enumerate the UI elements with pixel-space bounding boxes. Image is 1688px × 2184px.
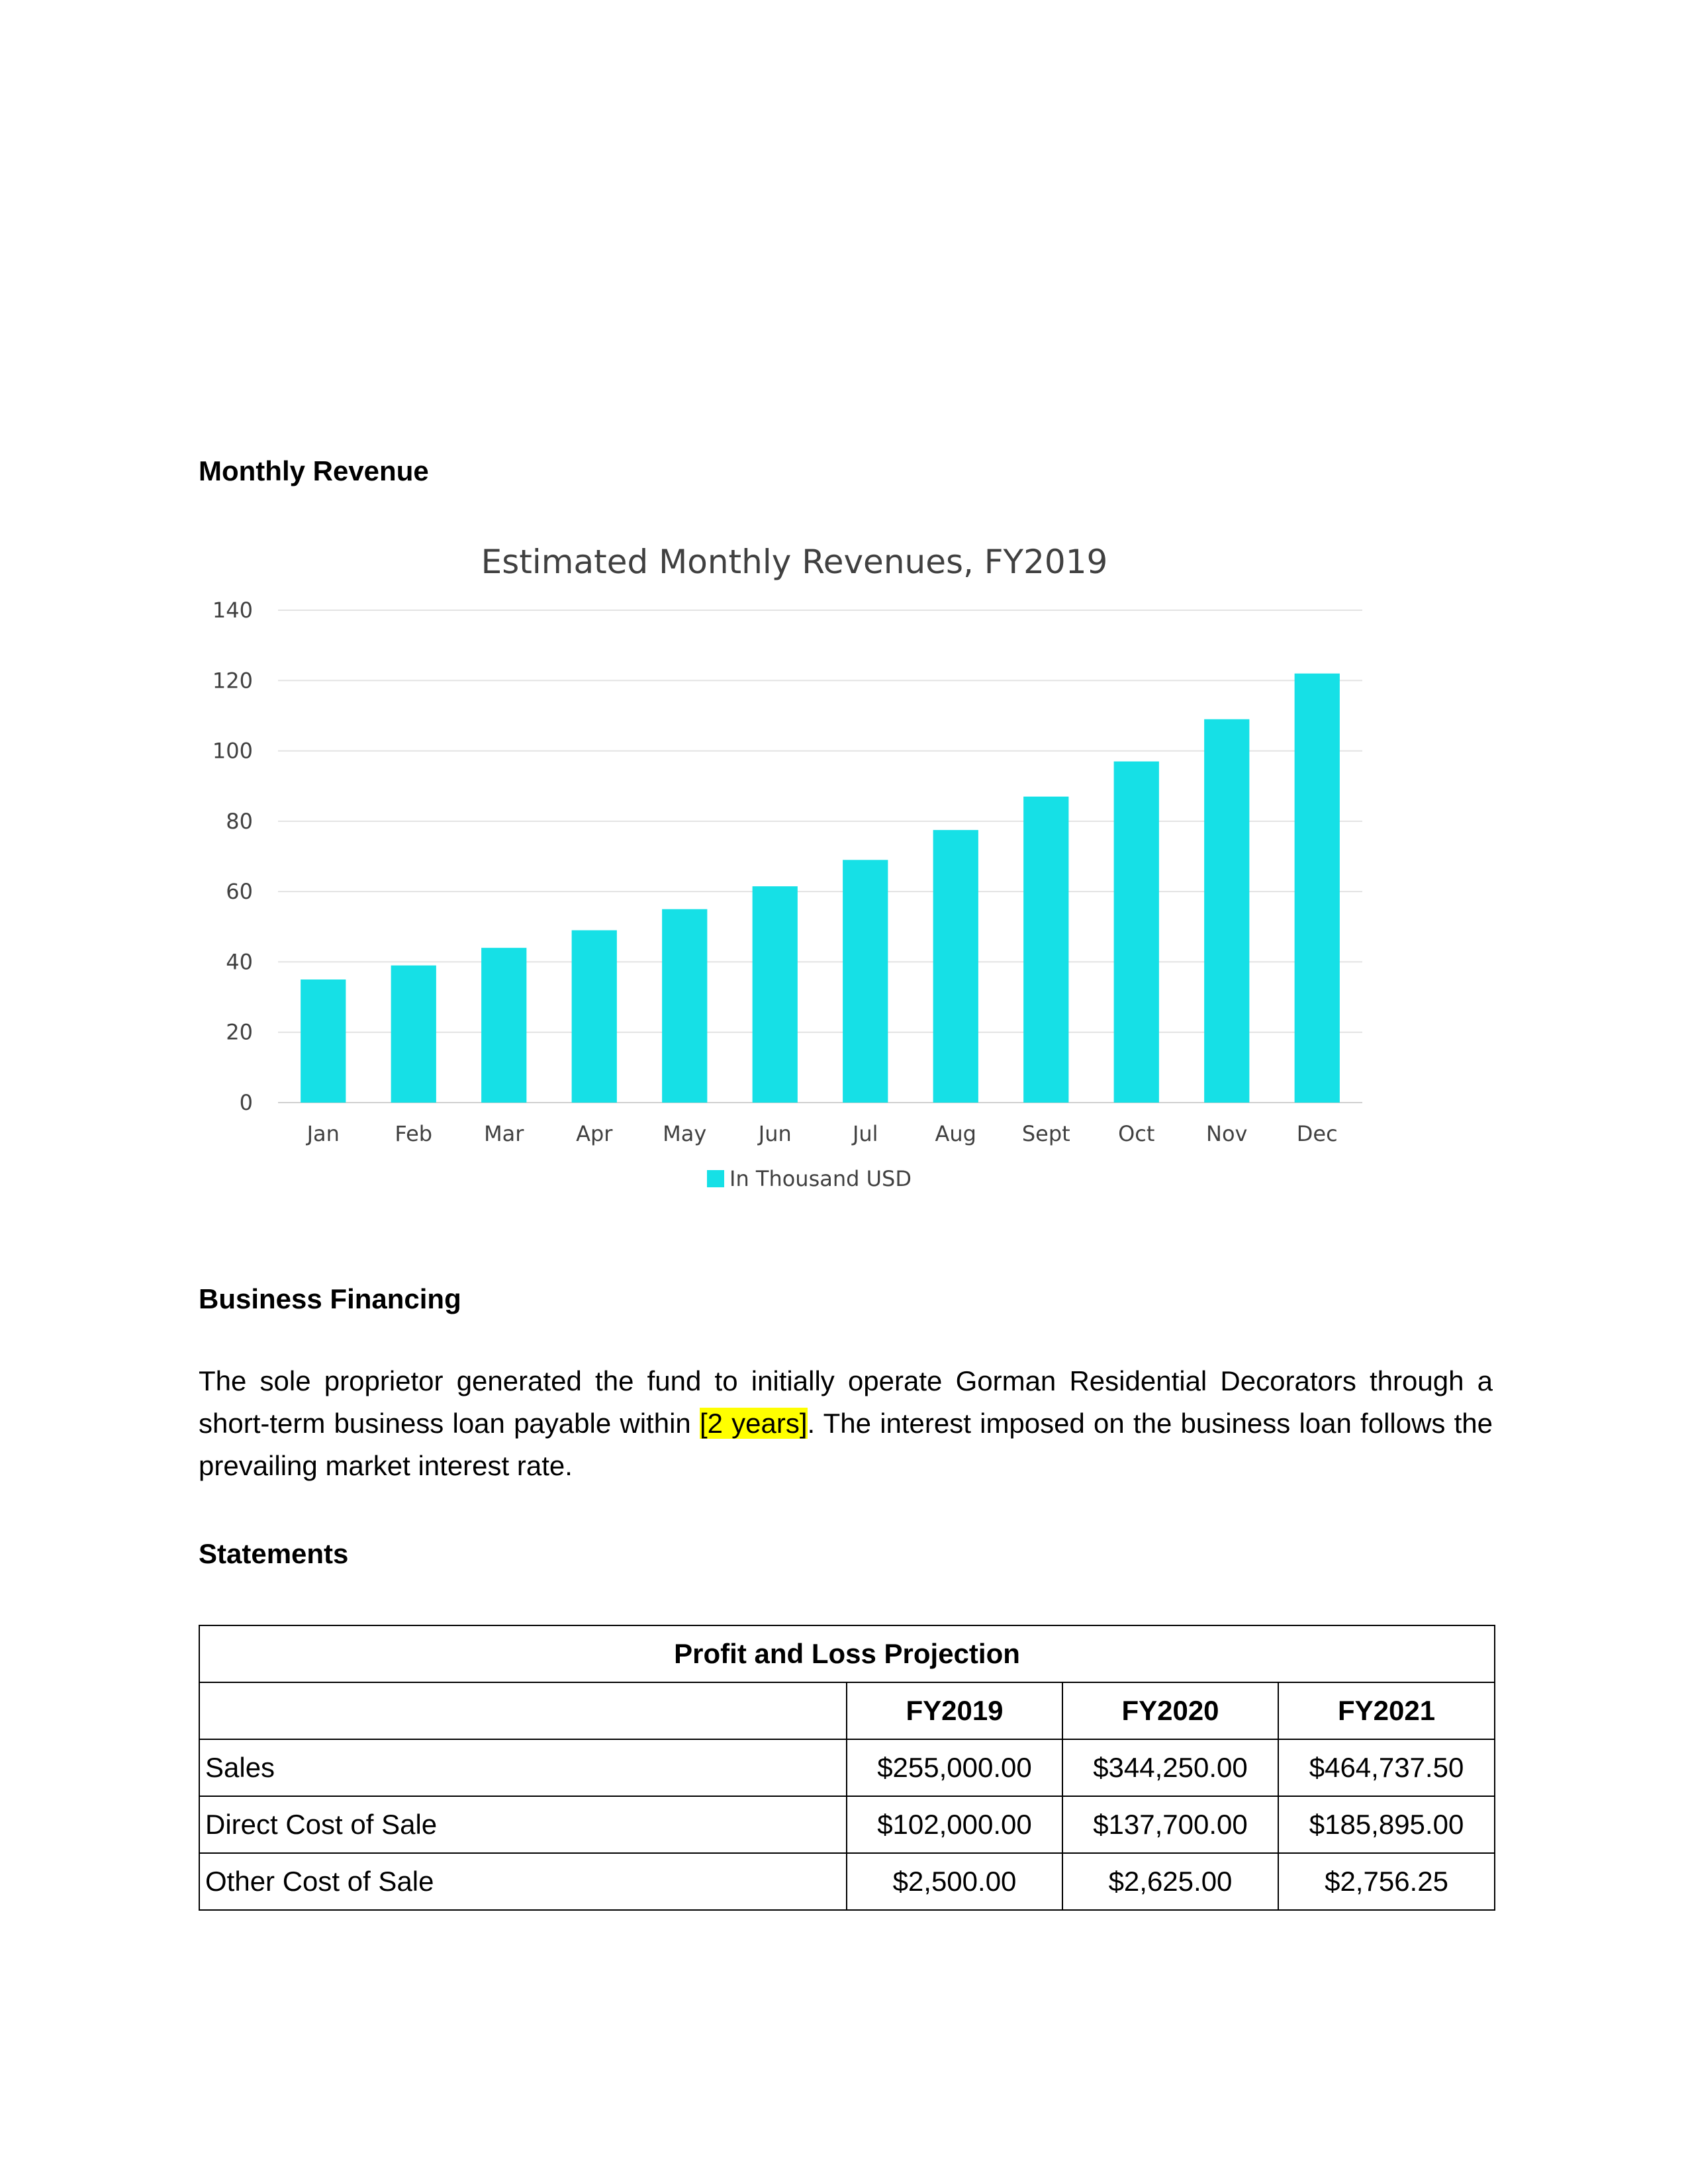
table-title: Profit and Loss Projection bbox=[199, 1625, 1495, 1682]
bar bbox=[662, 909, 707, 1103]
y-axis-ticks bbox=[212, 598, 253, 1115]
table-cell: $2,756.25 bbox=[1278, 1853, 1495, 1910]
row-label: Sales bbox=[199, 1739, 847, 1796]
bar bbox=[1023, 797, 1068, 1103]
business-financing-heading: Business Financing bbox=[199, 1283, 461, 1314]
chart-title: Estimated Monthly Revenues, FY2019 bbox=[481, 543, 1108, 581]
table-title-row bbox=[199, 1625, 1495, 1682]
table-cell: $137,700.00 bbox=[1062, 1796, 1278, 1853]
bar bbox=[301, 979, 346, 1103]
x-tick-label: Nov bbox=[1206, 1121, 1248, 1146]
x-tick-label: May bbox=[663, 1121, 707, 1146]
financing-text-start: The sole proprietor generated the fund to initially operate Gorman Residential Decorators through a short-term business loan payable within bbox=[199, 1365, 1493, 1439]
chart-gridlines bbox=[278, 610, 1362, 1103]
table-cell: $185,895.00 bbox=[1278, 1796, 1495, 1853]
x-tick-label: Jul bbox=[852, 1121, 878, 1146]
financing-highlight: [2 years] bbox=[699, 1408, 808, 1439]
x-tick-label: Jan bbox=[306, 1121, 340, 1146]
y-tick-label: 0 bbox=[239, 1090, 253, 1115]
table-header-cell bbox=[199, 1682, 847, 1739]
x-tick-label: Mar bbox=[484, 1121, 524, 1146]
table-row bbox=[199, 1739, 1495, 1796]
y-tick-label: 120 bbox=[212, 668, 253, 694]
x-tick-label: Aug bbox=[935, 1121, 976, 1146]
bar bbox=[391, 966, 436, 1103]
y-tick-label: 100 bbox=[212, 738, 253, 764]
x-tick-label: Feb bbox=[395, 1121, 433, 1146]
x-tick-label: Oct bbox=[1118, 1121, 1155, 1146]
business-financing-paragraph bbox=[199, 1360, 1493, 1487]
table-header-cell: FY2021 bbox=[1278, 1682, 1495, 1739]
statements-heading: Statements bbox=[199, 1538, 349, 1569]
row-label: Other Cost of Sale bbox=[199, 1853, 847, 1910]
y-tick-label: 20 bbox=[226, 1019, 253, 1045]
x-tick-label: Jun bbox=[758, 1121, 792, 1146]
table-header-cell: FY2019 bbox=[847, 1682, 1062, 1739]
table-cell: $344,250.00 bbox=[1062, 1739, 1278, 1796]
y-tick-label: 140 bbox=[212, 598, 253, 623]
x-tick-label: Dec bbox=[1296, 1121, 1338, 1146]
row-label: Direct Cost of Sale bbox=[199, 1796, 847, 1853]
y-tick-label: 80 bbox=[226, 808, 253, 834]
x-tick-label: Sept bbox=[1021, 1121, 1070, 1146]
bar bbox=[1295, 674, 1340, 1103]
bar bbox=[481, 948, 526, 1103]
table-cell: $102,000.00 bbox=[847, 1796, 1062, 1853]
table-row bbox=[199, 1796, 1495, 1853]
bar bbox=[843, 860, 888, 1103]
bar bbox=[933, 830, 978, 1103]
chart-bars bbox=[301, 674, 1340, 1103]
revenue-bar-chart bbox=[199, 529, 1390, 1238]
table-row bbox=[199, 1853, 1495, 1910]
bar bbox=[753, 886, 798, 1103]
profit-loss-table bbox=[199, 1625, 1495, 1911]
legend-label: In Thousand USD bbox=[729, 1166, 912, 1191]
chart-legend bbox=[707, 1166, 912, 1191]
bar bbox=[1204, 719, 1249, 1103]
table-cell: $464,737.50 bbox=[1278, 1739, 1495, 1796]
table-cell: $2,625.00 bbox=[1062, 1853, 1278, 1910]
x-tick-label: Apr bbox=[576, 1121, 613, 1146]
financing-text-end: . The interest imposed on the business loan follows the prevailing market interest rate. bbox=[199, 1408, 1493, 1481]
bar bbox=[572, 931, 617, 1103]
y-tick-label: 60 bbox=[226, 879, 253, 905]
bar bbox=[1114, 762, 1159, 1103]
table-header-cell: FY2020 bbox=[1062, 1682, 1278, 1739]
y-tick-label: 40 bbox=[226, 949, 253, 975]
table-cell: $255,000.00 bbox=[847, 1739, 1062, 1796]
x-axis-ticks bbox=[306, 1121, 1338, 1146]
table-header-row bbox=[199, 1682, 1495, 1739]
legend-swatch bbox=[707, 1170, 724, 1187]
table-cell: $2,500.00 bbox=[847, 1853, 1062, 1910]
monthly-revenue-heading: Monthly Revenue bbox=[199, 455, 429, 486]
